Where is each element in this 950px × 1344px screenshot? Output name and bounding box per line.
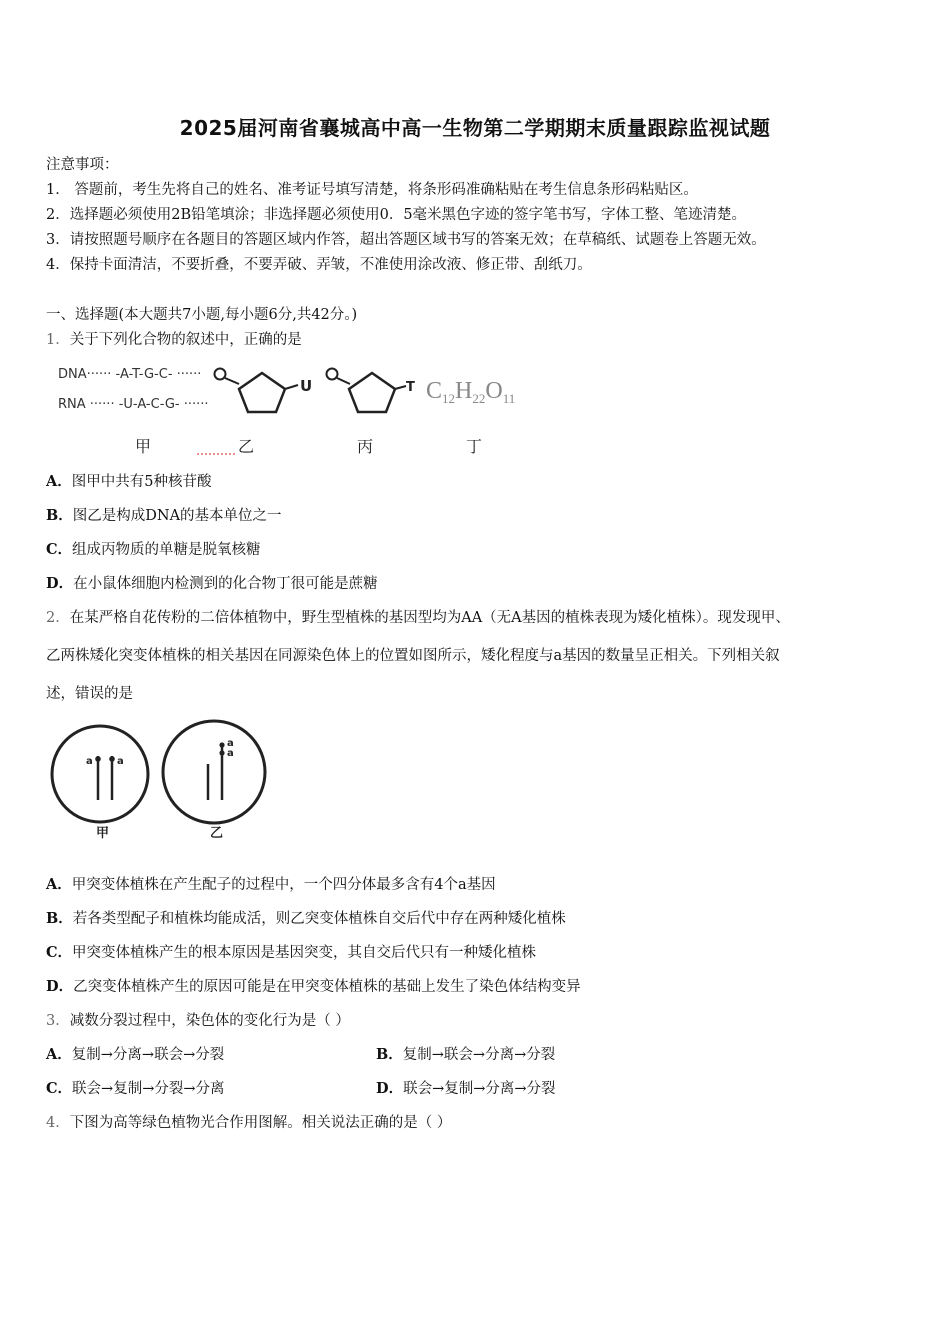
rna-sequence: RNA ······ -U-A-C-G- ······	[58, 397, 209, 412]
phosphate-circle	[215, 369, 226, 380]
pentose-ring	[349, 373, 395, 412]
q1-option-d: D．在小鼠体细胞内检测到的化合物丁很可能是蔗糖	[46, 575, 378, 592]
gene-label: a	[117, 756, 124, 767]
label-ding: 丁	[466, 437, 483, 456]
gene-label: a	[227, 738, 234, 749]
bond-line	[337, 378, 350, 384]
question-1	[46, 328, 302, 349]
compound-figure	[52, 358, 522, 458]
notice-item-1: 1． 答题前，考生先将自己的姓名、准考证号填写清楚，将条形码准确粘贴在考生信息条形码粘贴区。	[46, 182, 698, 198]
cell-jia	[52, 726, 148, 822]
base-label: U	[300, 377, 313, 395]
notice-item-3: 3．请按照题号顺序在各题目的答题区域内作答，超出答题区域书写的答案无效；在草稿纸、试题卷上答题无效。	[46, 232, 766, 248]
gene-locus	[219, 750, 224, 755]
question-stem-line-3: 述，错误的是	[46, 686, 133, 702]
pentose-ring	[239, 373, 285, 412]
cell-yi	[163, 721, 265, 823]
q3-option-b: B．复制→联会→分离→分裂	[376, 1046, 556, 1063]
question-stem: 下图为高等绿色植物光合作用图解。相关说法正确的是（ ）	[69, 1115, 452, 1131]
q2-option-d: D．乙突变体植株产生的原因可能是在甲突变体植株的基础上发生了染色体结构变异	[46, 978, 581, 995]
label-bing: 丙	[357, 437, 374, 456]
section-heading: 一、选择题(本大题共7小题,每小题6分,共42分。)	[46, 307, 358, 323]
notice-item-4: 4．保持卡面清洁，不要折叠，不要弄破、弄皱，不准使用涂改液、修正带、刮纸刀。	[46, 257, 592, 273]
gene-locus	[219, 742, 224, 747]
exam-title: 2025届河南省襄城高中高一生物第二学期期末质量跟踪监视试题	[179, 116, 771, 140]
nucleotide-bing	[327, 369, 416, 413]
question-number: 4．	[46, 1115, 70, 1131]
chemical-formula: $C_{12}H_{22}O_{11}$	[426, 378, 516, 406]
notice-heading: 注意事项：	[46, 157, 119, 173]
question-stem-line-1: 在某严格自花传粉的二倍体植物中，野生型植株的基因型均为AA（无A基因的植株表现为矮化植株）。现发现甲、	[69, 610, 790, 626]
bond-line	[395, 386, 406, 389]
chromosome-figure	[48, 712, 278, 852]
question-stem: 关于下列化合物的叙述中，正确的是	[69, 332, 302, 348]
gene-label: a	[86, 756, 93, 767]
label-yi: 乙	[238, 437, 255, 456]
nucleotide-yi	[215, 369, 313, 413]
base-label: T	[406, 380, 415, 395]
q3-option-d: D．联会→复制→分离→分裂	[376, 1080, 556, 1097]
notice-item-2: 2．选择题必须使用2B铅笔填涂；非选择题必须使用0．5毫米黑色字迹的签字笔书写，字体工整、笔迹清楚。	[46, 207, 747, 223]
dna-sequence: DNA······ -A-T-G-C- ······	[58, 367, 202, 382]
gene-locus	[109, 756, 115, 762]
question-3	[46, 1009, 350, 1030]
bond-line	[225, 378, 239, 384]
label-jia: 甲	[96, 826, 110, 841]
label-jia: 甲	[135, 437, 152, 456]
label-yi: 乙	[210, 826, 224, 841]
gene-label: a	[227, 748, 234, 759]
bond-line	[285, 385, 298, 389]
q2-option-c: C．甲突变体植株产生的根本原因是基因突变，其自交后代只有一种矮化植株	[46, 944, 537, 961]
q1-option-a: A．图甲中共有5种核苷酸	[46, 473, 212, 490]
q1-option-b: B．图乙是构成DNA的基本单位之一	[46, 507, 282, 524]
q1-option-c: C．组成丙物质的单糖是脱氧核糖	[46, 541, 261, 558]
question-number: 3．	[46, 1013, 70, 1029]
phosphate-circle	[327, 369, 338, 380]
q3-option-a: A．复制→分离→联会→分裂	[46, 1046, 225, 1063]
gene-locus	[95, 756, 101, 762]
q2-option-b: B．若各类型配子和植株均能成活，则乙突变体植株自交后代中存在两种矮化植株	[46, 910, 566, 927]
q2-option-a: A．甲突变体植株在产生配子的过程中，一个四分体最多含有4个a基因	[46, 876, 496, 893]
question-2	[46, 606, 790, 627]
question-number: 1．	[46, 332, 70, 348]
question-number: 2．	[46, 610, 70, 626]
question-stem-line-2: 乙两株矮化突变体植株的相关基因在同源染色体上的位置如图所示，矮化程度与a基因的数量呈正相关。下列相关叙	[46, 648, 780, 664]
question-4	[46, 1111, 451, 1132]
question-stem: 减数分裂过程中，染色体的变化行为是（ ）	[69, 1013, 350, 1029]
q3-option-c: C．联会→复制→分裂→分离	[46, 1080, 225, 1097]
